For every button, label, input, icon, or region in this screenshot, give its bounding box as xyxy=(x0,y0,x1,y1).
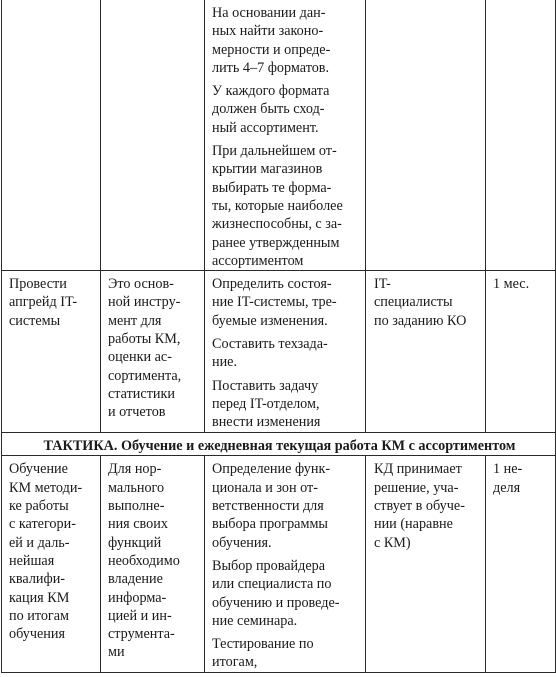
text-line: нейшая xyxy=(9,552,55,569)
assortment-plan-table xyxy=(1,0,556,673)
text-line: 1 мес. xyxy=(493,276,530,293)
text-line: сортимента, xyxy=(108,367,182,384)
text-line: итогам, xyxy=(212,654,258,671)
cell-responsible xyxy=(366,0,486,271)
text-line: ствует в обуче- xyxy=(374,498,465,515)
text-line: ционала и зон от- xyxy=(212,479,318,496)
text-line: кация КМ xyxy=(9,589,70,606)
text-line: оценки ас- xyxy=(108,349,172,366)
text-line: Поставить задачу xyxy=(212,377,319,394)
text-line: лить 4–7 форматов. xyxy=(212,59,330,76)
text-line: КМ методи- xyxy=(9,479,83,496)
text-line: работы КМ, xyxy=(108,331,181,348)
table-row xyxy=(2,0,556,271)
text-line: апгрейд IT- xyxy=(9,294,78,311)
cell-paragraph xyxy=(212,142,360,270)
text-line: обучения xyxy=(9,626,66,643)
text-line: 1 не- xyxy=(493,461,523,478)
text-line: цией и ин- xyxy=(108,607,172,624)
text-line: перед IT-отделом, xyxy=(212,395,320,412)
text-line: Определение функ- xyxy=(212,461,331,478)
text-line: ей и даль- xyxy=(9,534,70,551)
text-line: IT- xyxy=(374,276,391,293)
text-line: Это основ- xyxy=(108,276,174,293)
text-line: крытии магазинов xyxy=(212,161,323,178)
cell-paragraph xyxy=(108,275,199,421)
text-line: статистики xyxy=(108,385,175,402)
text-line: буемые изменения. xyxy=(212,312,328,329)
text-line: системы xyxy=(9,312,61,329)
text-line: ми xyxy=(108,644,125,661)
cell-duration xyxy=(486,271,556,433)
cell-duration xyxy=(486,456,556,672)
cell-actions xyxy=(205,456,366,672)
cell-responsible xyxy=(366,456,486,672)
text-line: жизнеспособны, с за- xyxy=(212,216,342,233)
text-line: У каждого формата xyxy=(212,83,330,100)
table-row xyxy=(2,456,556,672)
text-line: или специалиста по xyxy=(212,576,332,593)
text-line: по итогам xyxy=(9,607,70,624)
text-line: и отчетов xyxy=(108,404,166,421)
section-heading: ТАКТИКА. Обучение и ежедневная текущая работа КМ с ассортиментом xyxy=(2,433,556,456)
cell-task xyxy=(2,271,101,433)
cell-rationale xyxy=(101,271,205,433)
text-line: Тестирование по xyxy=(212,636,314,653)
text-line: решение, уча- xyxy=(374,479,459,496)
cell-rationale xyxy=(101,456,205,672)
text-line: Определить состоя- xyxy=(212,276,332,293)
text-line: выбирать те форма- xyxy=(212,179,332,196)
cell-paragraph xyxy=(374,460,480,551)
text-line: Выбор провайдера xyxy=(212,557,326,574)
text-line: деля xyxy=(493,479,521,496)
text-line: внести изменения xyxy=(212,414,321,431)
cell-paragraph xyxy=(9,275,95,330)
text-line: Провести xyxy=(9,276,67,293)
text-line: Обучение xyxy=(9,461,68,478)
cell-paragraph xyxy=(212,377,360,432)
text-line: При дальнейшем от- xyxy=(212,143,337,160)
text-line: ранее утвержденным xyxy=(212,234,340,251)
text-line: ассортиментом xyxy=(212,252,304,269)
cell-actions xyxy=(205,271,366,433)
text-line: выбора программы xyxy=(212,516,328,533)
cell-paragraph xyxy=(212,460,360,551)
text-line: КД принимает xyxy=(374,461,462,478)
text-line: выполне- xyxy=(108,498,165,515)
cell-paragraph xyxy=(374,275,480,330)
text-line: ной инстру- xyxy=(108,294,181,311)
text-line: ный ассортимент. xyxy=(212,119,319,136)
text-line: функций xyxy=(108,534,162,551)
section-row xyxy=(2,433,556,456)
text-line: Для нор- xyxy=(108,461,162,478)
cell-task xyxy=(2,0,101,271)
text-line: ке работы xyxy=(9,498,69,515)
text-line: квалифи- xyxy=(9,571,66,588)
text-line: по заданию КО xyxy=(374,312,467,329)
cell-paragraph xyxy=(212,82,360,137)
text-line: струмента- xyxy=(108,626,175,643)
text-line: необходимо xyxy=(108,552,180,569)
table-row xyxy=(2,271,556,433)
text-line: обучения. xyxy=(212,534,272,551)
text-line: ты, которые наиболее xyxy=(212,197,343,214)
text-line: ние IT-системы, тре- xyxy=(212,294,337,311)
cell-actions xyxy=(205,0,366,271)
cell-paragraph xyxy=(212,635,360,672)
text-line: ние. xyxy=(212,354,238,371)
text-line: с КМ) xyxy=(374,534,411,551)
cell-paragraph xyxy=(493,275,550,293)
cell-paragraph xyxy=(108,460,199,661)
text-line: ветственности для xyxy=(212,498,324,515)
text-line: владение xyxy=(108,571,163,588)
text-line: нии (наравне xyxy=(374,516,453,533)
text-line: мент для xyxy=(108,312,162,329)
text-line: информа- xyxy=(108,589,167,606)
cell-paragraph xyxy=(9,460,95,643)
cell-paragraph xyxy=(212,275,360,330)
text-line: должен быть сход- xyxy=(212,101,325,118)
cell-task xyxy=(2,456,101,672)
text-line: обучению и проведе- xyxy=(212,594,340,611)
cell-paragraph xyxy=(212,557,360,630)
text-line: специалисты xyxy=(374,294,453,311)
cell-paragraph xyxy=(212,335,360,372)
cell-paragraph xyxy=(493,460,550,497)
cell-paragraph xyxy=(212,4,360,77)
text-line: ния своих xyxy=(108,516,168,533)
text-line: ных найти законо- xyxy=(212,23,324,40)
text-line: с категори- xyxy=(9,516,76,533)
text-line: мерности и опреде- xyxy=(212,41,331,58)
text-line: На основании дан- xyxy=(212,5,326,21)
text-line: ние семинара. xyxy=(212,612,298,629)
cell-rationale xyxy=(101,0,205,271)
cell-duration xyxy=(486,0,556,271)
cell-responsible xyxy=(366,271,486,433)
text-line: мального xyxy=(108,479,165,496)
text-line: Составить техзада- xyxy=(212,336,328,353)
